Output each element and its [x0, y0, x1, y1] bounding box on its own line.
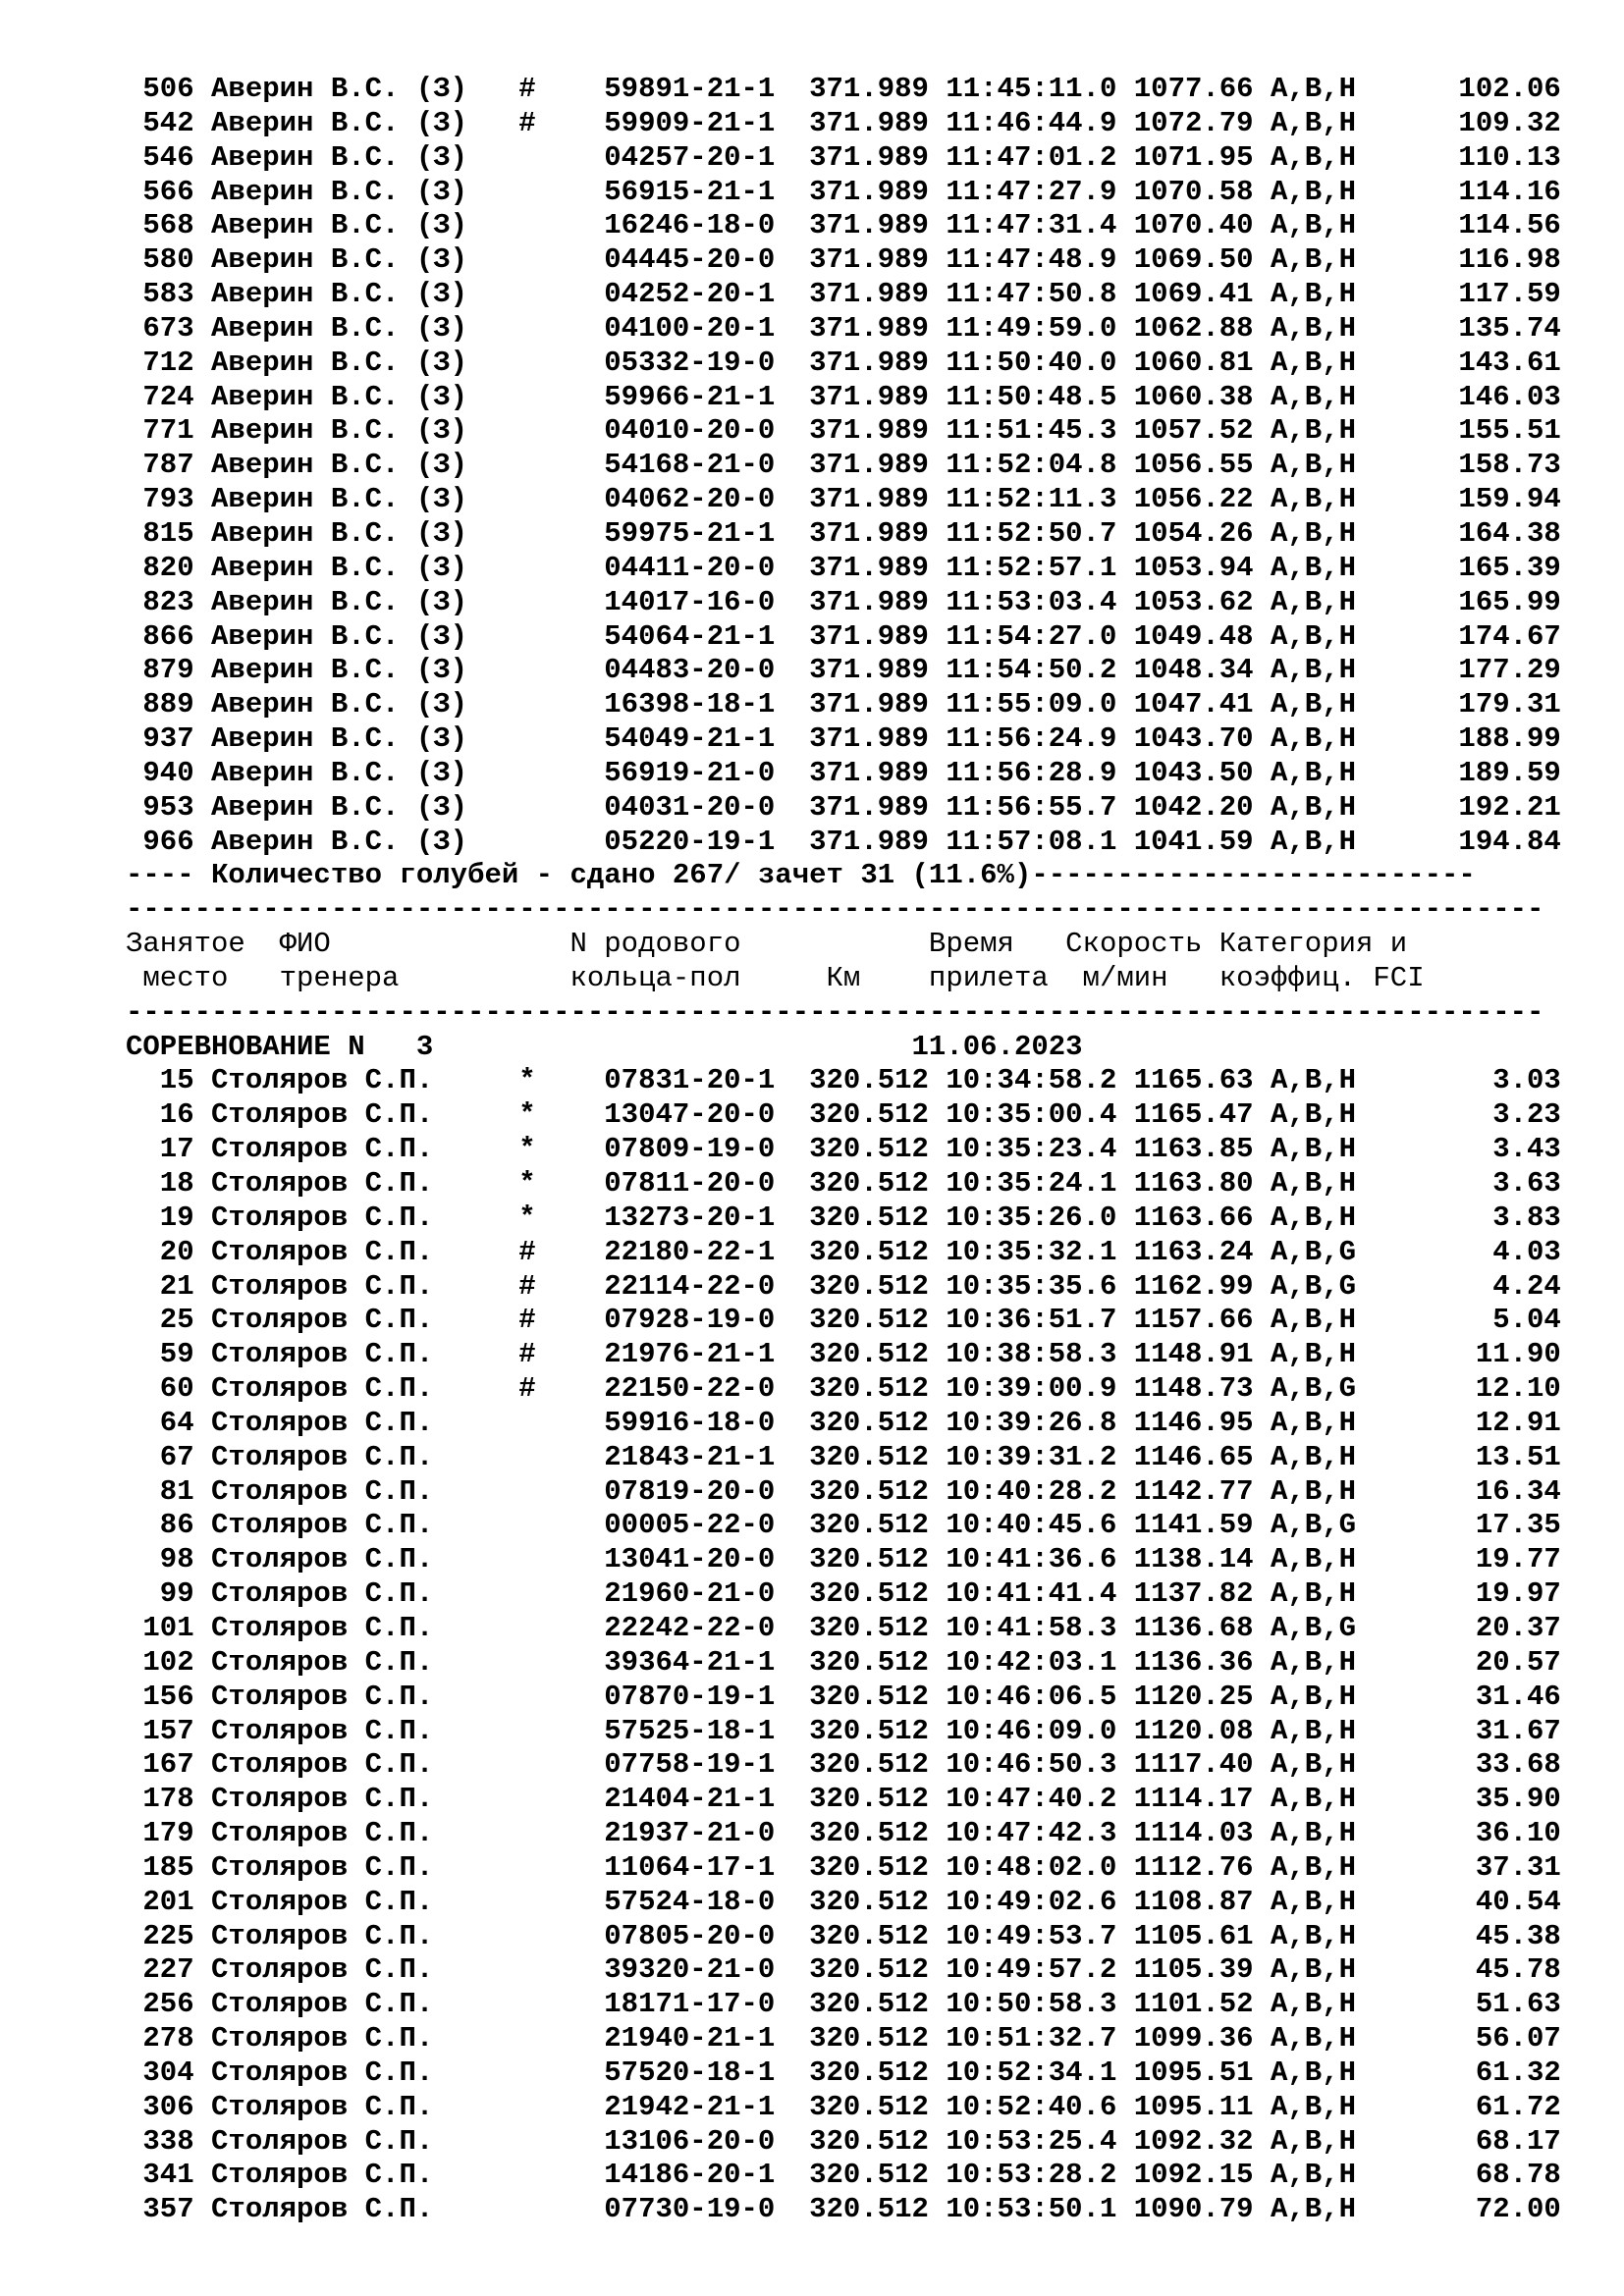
table-row: 879 Аверин В.С. (З) 04483-20-0 371.989 11:54:50.2 1048.34 A,B,H 177.29 — [126, 654, 1561, 687]
table-row: 815 Аверин В.С. (З) 59975-21-1 371.989 11:52:50.7 1054.26 A,B,H 164.38 — [126, 516, 1561, 550]
table-row: 19 Столяров С.П. * 13273-20-1 320.512 10:35:26.0 1163.66 A,B,H 3.83 — [126, 1201, 1561, 1234]
table-row: 793 Аверин В.С. (З) 04062-20-0 371.989 11:52:11.3 1056.22 A,B,H 159.94 — [126, 483, 1561, 516]
table-row: 21 Столяров С.П. # 22114-22-0 320.512 10:35:35.6 1162.99 A,B,G 4.24 — [126, 1269, 1561, 1303]
table-row: 338 Столяров С.П. 13106-20-0 320.512 10:53:25.4 1092.32 A,B,H 68.17 — [126, 2124, 1561, 2158]
table-row: 304 Столяров С.П. 57520-18-1 320.512 10:52:34.1 1095.51 A,B,H 61.32 — [126, 2056, 1561, 2089]
table-row: 64 Столяров С.П. 59916-18-0 320.512 10:39:26.8 1146.95 A,B,H 12.91 — [126, 1406, 1561, 1439]
table-row: 341 Столяров С.П. 14186-20-1 320.512 10:53:28.2 1092.15 A,B,H 68.78 — [126, 2159, 1561, 2192]
table-row: 101 Столяров С.П. 22242-22-0 320.512 10:41:58.3 1136.68 A,B,G 20.37 — [126, 1611, 1561, 1644]
table-row: 546 Аверин В.С. (З) 04257-20-1 371.989 11:47:01.2 1071.95 A,B,H 110.13 — [126, 140, 1561, 174]
table-row: 99 Столяров С.П. 21960-21-0 320.512 10:41:41.4 1137.82 A,B,H 19.97 — [126, 1577, 1561, 1611]
table-row: 580 Аверин В.С. (З) 04445-20-0 371.989 11:47:48.9 1069.50 A,B,H 116.98 — [126, 243, 1561, 277]
table-row: 278 Столяров С.П. 21940-21-1 320.512 10:51:32.7 1099.36 A,B,H 56.07 — [126, 2022, 1561, 2056]
table-row: 771 Аверин В.С. (З) 04010-20-0 371.989 11:51:45.3 1057.52 A,B,H 155.51 — [126, 414, 1561, 448]
table-row: 185 Столяров С.П. 11064-17-1 320.512 10:48:02.0 1112.76 A,B,H 37.31 — [126, 1850, 1561, 1884]
table-row: 937 Аверин В.С. (З) 54049-21-1 371.989 11:56:24.9 1043.70 A,B,H 188.99 — [126, 722, 1561, 756]
table-row: 157 Столяров С.П. 57525-18-1 320.512 10:46:09.0 1120.08 A,B,H 31.67 — [126, 1714, 1561, 1747]
table-row: 506 Аверин В.С. (З) # 59891-21-1 371.989 11:45:11.0 1077.66 A,B,H 102.06 — [126, 73, 1561, 105]
table-row: 357 Столяров С.П. 07730-19-0 320.512 10:53:50.1 1090.79 A,B,H 72.00 — [126, 2193, 1561, 2226]
table-row: 889 Аверин В.С. (З) 16398-18-1 371.989 11:55:09.0 1047.41 A,B,H 179.31 — [126, 688, 1561, 721]
divider: ----------------------------------------------------------------------------------- — [126, 995, 1544, 1029]
table-row: 306 Столяров С.П. 21942-21-1 320.512 10:52:40.6 1095.11 A,B,H 61.72 — [126, 2090, 1561, 2123]
summary-line: ---- Количество голубей - сдано 267/ зачет 31 (11.6%)-------------------------- — [126, 859, 1476, 892]
results-document — [126, 73, 1598, 2227]
table-row: 20 Столяров С.П. # 22180-22-1 320.512 10:35:32.1 1163.24 A,B,G 4.03 — [126, 1235, 1561, 1268]
table-row: 167 Столяров С.П. 07758-19-1 320.512 10:46:50.3 1117.40 A,B,H 33.68 — [126, 1748, 1561, 1782]
table-row: 542 Аверин В.С. (З) # 59909-21-1 371.989 11:46:44.9 1072.79 A,B,H 109.32 — [126, 106, 1561, 139]
column-header: место тренера кольца-пол Км прилета м/мин коэффиц. FCI — [126, 961, 1425, 994]
table-row: 25 Столяров С.П. # 07928-19-0 320.512 10:36:51.7 1157.66 A,B,H 5.04 — [126, 1304, 1561, 1337]
table-row: 724 Аверин В.С. (З) 59966-21-1 371.989 11:50:48.5 1060.38 A,B,H 146.03 — [126, 380, 1561, 413]
table-row: 86 Столяров С.П. 00005-22-0 320.512 10:40:45.6 1141.59 A,B,G 17.35 — [126, 1509, 1561, 1542]
table-row: 81 Столяров С.П. 07819-20-0 320.512 10:40:28.2 1142.77 A,B,H 16.34 — [126, 1474, 1561, 1508]
divider: ----------------------------------------------------------------------------------- — [126, 893, 1544, 927]
table-row: 712 Аверин В.С. (З) 05332-19-0 371.989 11:50:40.0 1060.81 A,B,H 143.61 — [126, 346, 1561, 379]
table-row: 953 Аверин В.С. (З) 04031-20-0 371.989 11:56:55.7 1042.20 A,B,H 192.21 — [126, 790, 1561, 824]
table-row: 67 Столяров С.П. 21843-21-1 320.512 10:39:31.2 1146.65 A,B,H 13.51 — [126, 1440, 1561, 1473]
table-row: 256 Столяров С.П. 18171-17-0 320.512 10:50:58.3 1101.52 A,B,H 51.63 — [126, 1988, 1561, 2021]
table-row: 225 Столяров С.П. 07805-20-0 320.512 10:49:53.7 1105.61 A,B,H 45.38 — [126, 1919, 1561, 1952]
column-header: Занятое ФИО N родового Время Скорость Категория и — [126, 928, 1408, 961]
table-row: 60 Столяров С.П. # 22150-22-0 320.512 10:39:00.9 1148.73 A,B,G 12.10 — [126, 1372, 1561, 1406]
table-row: 18 Столяров С.П. * 07811-20-0 320.512 10:35:24.1 1163.80 A,B,H 3.63 — [126, 1167, 1561, 1200]
table-row: 178 Столяров С.П. 21404-21-1 320.512 10:47:40.2 1114.17 A,B,H 35.90 — [126, 1783, 1561, 1816]
table-row: 673 Аверин В.С. (З) 04100-20-1 371.989 11:49:59.0 1062.88 A,B,H 135.74 — [126, 311, 1561, 345]
table-row: 156 Столяров С.П. 07870-19-1 320.512 10:46:06.5 1120.25 A,B,H 31.46 — [126, 1680, 1561, 1713]
table-row: 940 Аверин В.С. (З) 56919-21-0 371.989 11:56:28.9 1043.50 A,B,H 189.59 — [126, 756, 1561, 789]
competition-title: СОРЕВНОВАНИЕ N 3 11.06.2023 — [126, 1030, 1083, 1063]
table-row: 102 Столяров С.П. 39364-21-1 320.512 10:42:03.1 1136.36 A,B,H 20.57 — [126, 1645, 1561, 1679]
table-row: 966 Аверин В.С. (З) 05220-19-1 371.989 11:57:08.1 1041.59 A,B,H 194.84 — [126, 825, 1561, 858]
table-row: 227 Столяров С.П. 39320-21-0 320.512 10:49:57.2 1105.39 A,B,H 45.78 — [126, 1953, 1561, 1987]
table-row: 15 Столяров С.П. * 07831-20-1 320.512 10:34:58.2 1165.63 A,B,H 3.03 — [126, 1064, 1561, 1097]
table-row: 820 Аверин В.С. (З) 04411-20-0 371.989 11:52:57.1 1053.94 A,B,H 165.39 — [126, 551, 1561, 584]
table-row: 823 Аверин В.С. (З) 14017-16-0 371.989 11:53:03.4 1053.62 A,B,H 165.99 — [126, 585, 1561, 618]
table-row: 568 Аверин В.С. (З) 16246-18-0 371.989 11:47:31.4 1070.40 A,B,H 114.56 — [126, 209, 1561, 242]
table-row: 866 Аверин В.С. (З) 54064-21-1 371.989 11:54:27.0 1049.48 A,B,H 174.67 — [126, 619, 1561, 653]
table-row: 17 Столяров С.П. * 07809-19-0 320.512 10:35:23.4 1163.85 A,B,H 3.43 — [126, 1133, 1561, 1166]
table-row: 59 Столяров С.П. # 21976-21-1 320.512 10:38:58.3 1148.91 A,B,H 11.90 — [126, 1338, 1561, 1371]
table-row: 201 Столяров С.П. 57524-18-0 320.512 10:49:02.6 1108.87 A,B,H 40.54 — [126, 1885, 1561, 1918]
table-row: 179 Столяров С.П. 21937-21-0 320.512 10:47:42.3 1114.03 A,B,H 36.10 — [126, 1817, 1561, 1850]
table-row: 98 Столяров С.П. 13041-20-0 320.512 10:41:36.6 1138.14 A,B,H 19.77 — [126, 1543, 1561, 1576]
table-row: 566 Аверин В.С. (З) 56915-21-1 371.989 11:47:27.9 1070.58 A,B,H 114.16 — [126, 175, 1561, 208]
table-row: 583 Аверин В.С. (З) 04252-20-1 371.989 11:47:50.8 1069.41 A,B,H 117.59 — [126, 278, 1561, 311]
table-row: 16 Столяров С.П. * 13047-20-0 320.512 10:35:00.4 1165.47 A,B,H 3.23 — [126, 1098, 1561, 1132]
table-row: 787 Аверин В.С. (З) 54168-21-0 371.989 11:52:04.8 1056.55 A,B,H 158.73 — [126, 449, 1561, 482]
